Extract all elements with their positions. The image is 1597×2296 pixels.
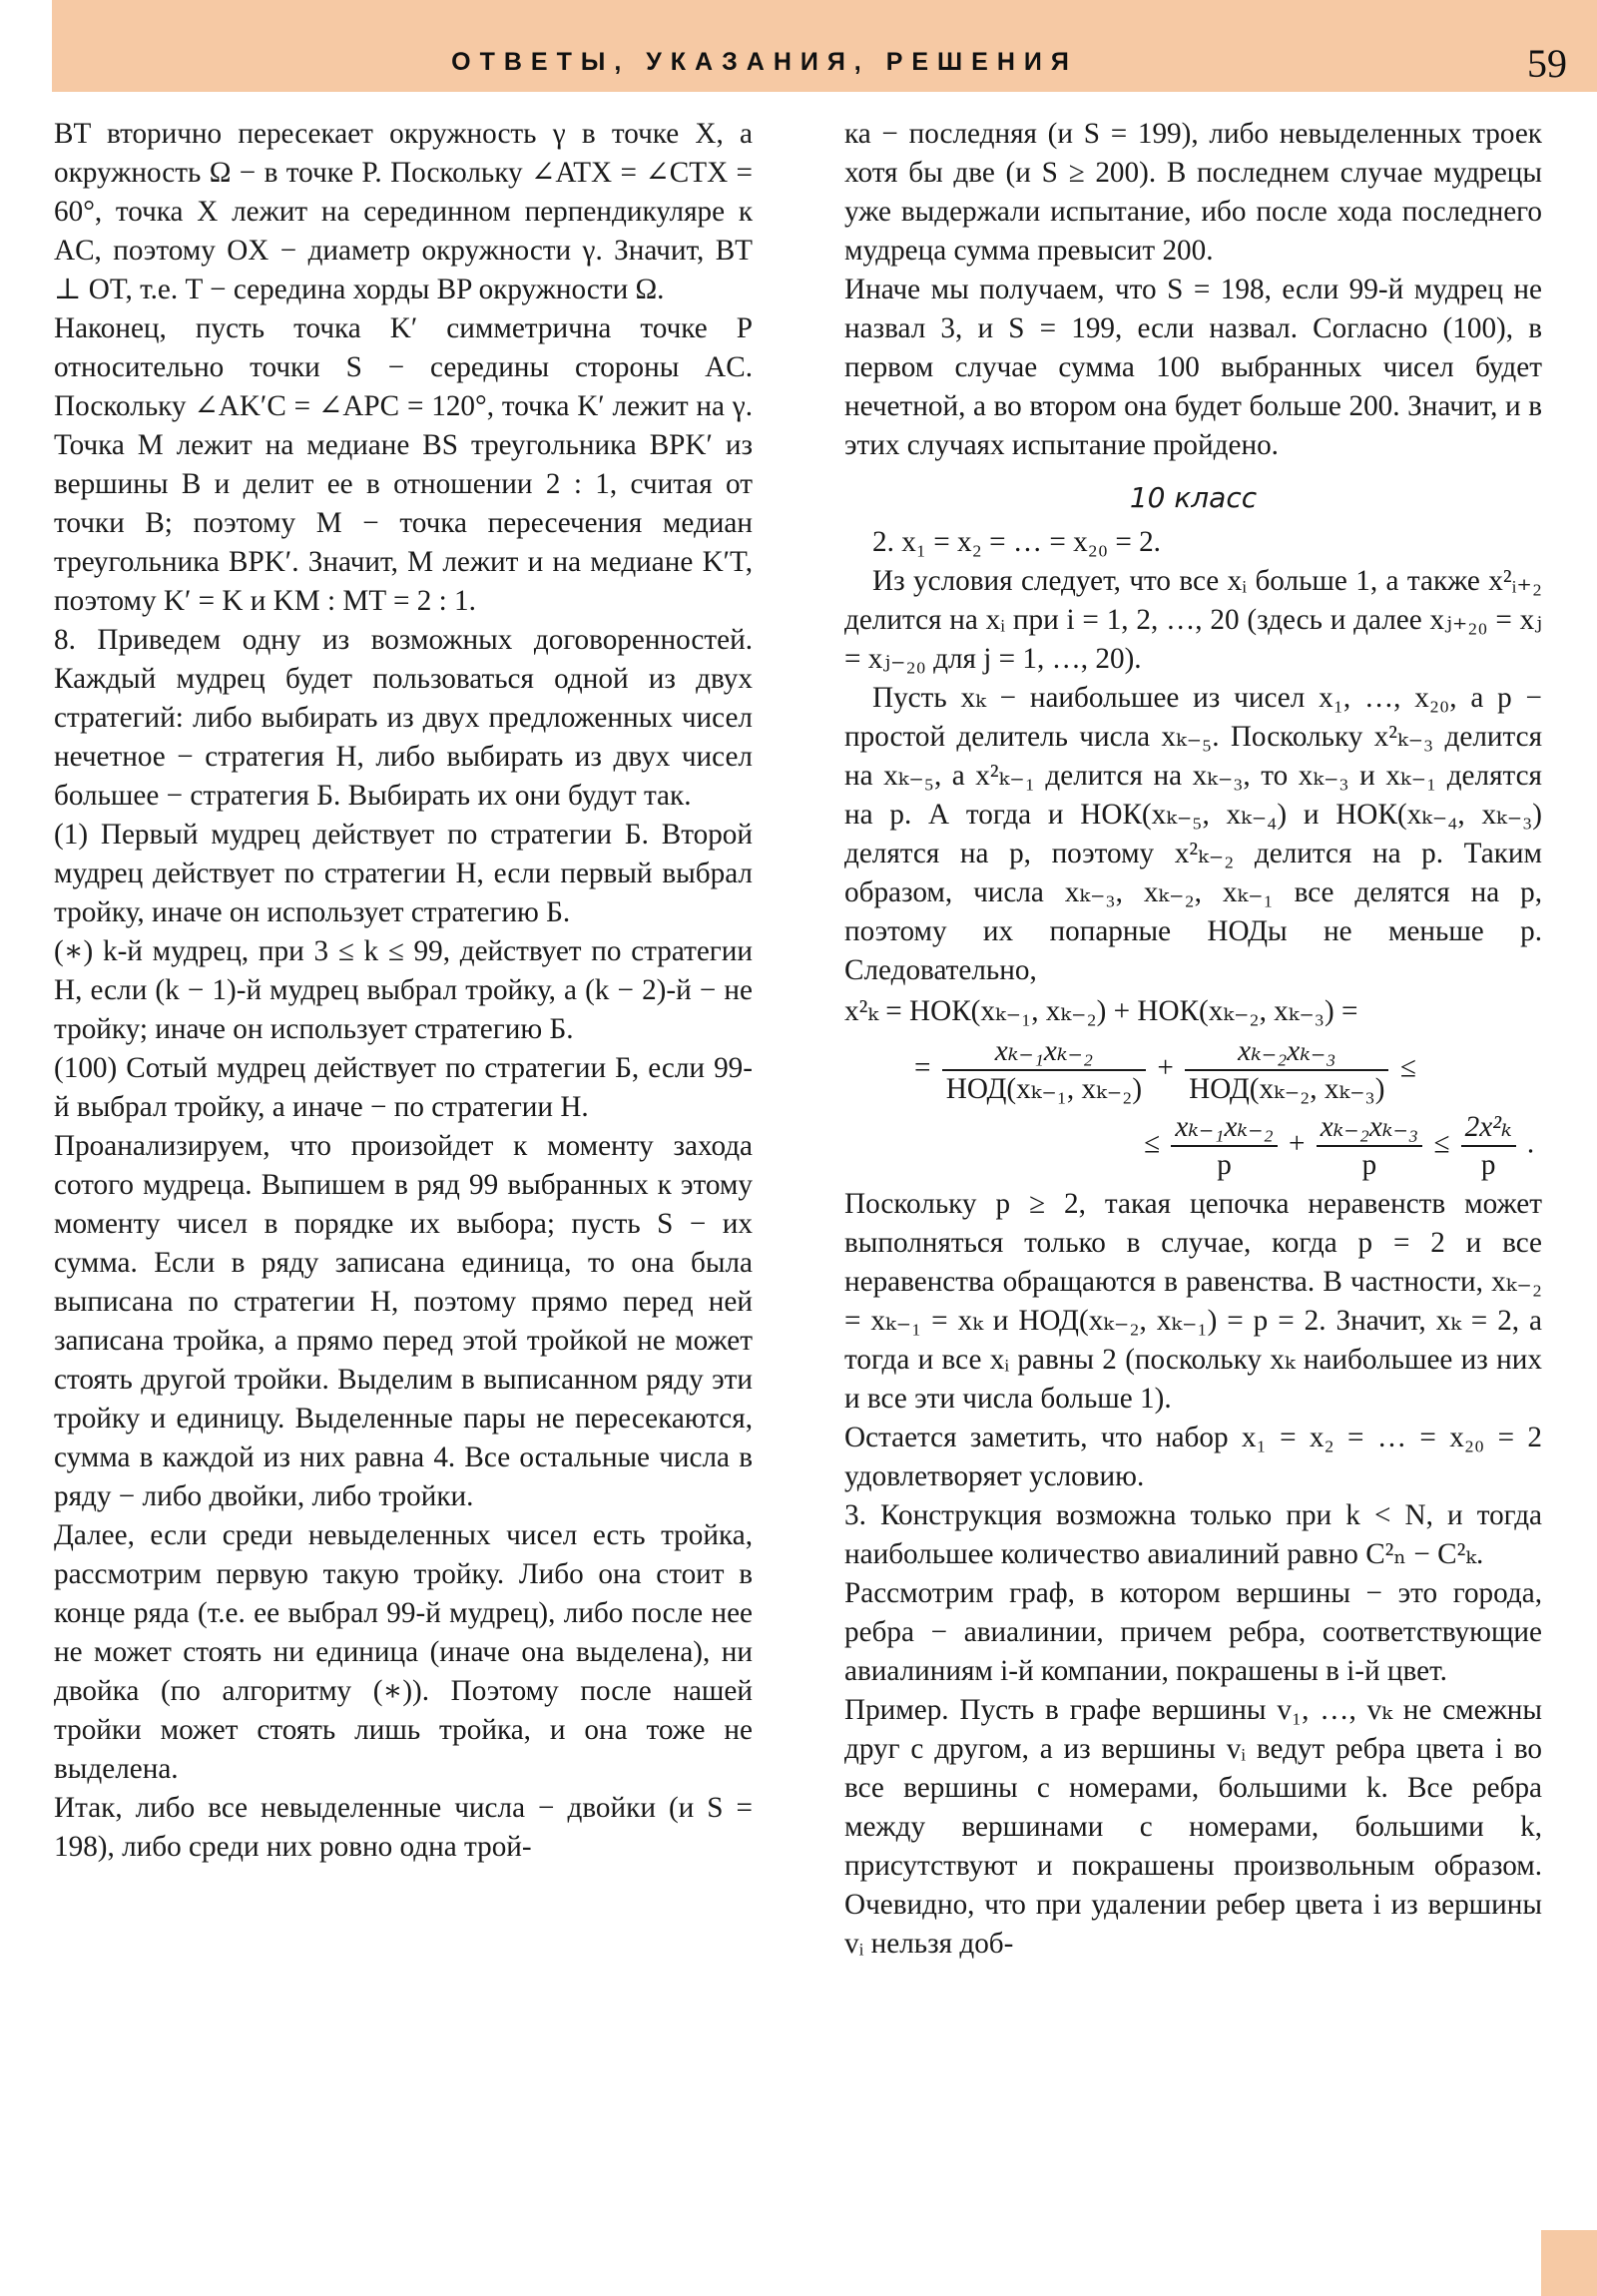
eq-sign: + (1288, 1127, 1306, 1160)
fraction-numerator: xₖ₋₁xₖ₋₂ (1171, 1109, 1277, 1147)
paragraph: Пример. Пусть в графе вершины v₁, …, vₖ не смежны друг с другом, а из вершины vᵢ ведут ребра цвета i во все вершины с номерами, большими k. Все ребра между вершинами с номерами, большими k, присутствуют и покрашены произвольным образом. Очевидно, что при удалении ребер цвета i из вершины vᵢ нельзя доб- (844, 1694, 1542, 1960)
fraction-numerator: 2x²ₖ (1461, 1109, 1516, 1147)
paragraph: BT вторично пересекает окружность γ в точке X, а окружность Ω − в точке P. Поскольку ∠ATX = ∠CTX = 60°, точка X лежит на серединном перпендикуляре к AC, поэтому OX − диаметр окружности γ. Значит, BT ⊥ OT, т.е. T − середина хорды BP окружности Ω. (54, 118, 753, 305)
running-header (52, 0, 1597, 92)
paragraph: (100) Сотый мудрец действует по стратегии Б, если 99-й выбрал тройку, а иначе − по стратегии Н. (54, 1052, 753, 1123)
fraction-numerator: xₖ₋₁xₖ₋₂ (942, 1033, 1146, 1071)
corner-tab (1541, 2230, 1597, 2296)
right-column (844, 115, 1542, 1964)
paragraph: Рассмотрим граф, в котором вершины − это города, ребра − авиалинии, причем ребра, соответствующие авиалиниям i-й компании, покрашены в i-й цвет. (844, 1577, 1542, 1687)
header-title: ОТВЕТЫ, УКАЗАНИЯ, РЕШЕНИЯ (451, 48, 1078, 76)
paragraph: ка − последняя (и S = 199), либо невыделенных троек хотя бы две (и S ≥ 200). В последнем случае мудрецы уже выдержали испытание, ибо после хода последнего мудреца сумма превысит 200. (844, 118, 1542, 267)
page-number: 59 (1527, 41, 1567, 86)
eq-sign: = (914, 1051, 931, 1084)
left-column (54, 115, 753, 1867)
fraction-denominator: p (1480, 1149, 1496, 1181)
fraction-denominator: p (1217, 1149, 1232, 1181)
paragraph: Далее, если среди невыделенных чисел есть тройка, рассмотрим первую такую тройку. Либо она стоит в конце ряда (т.е. ее выбрал 99-й мудрец), либо после нее не может стоять ни единица (иначе она выделена), ни двойка (по алгоритму (∗)). Поэтому после нашей тройки может стоять лишь тройка, и она тоже не выделена. (54, 1519, 753, 1785)
paragraph: Остается заметить, что набор x₁ = x₂ = … = x₂₀ = 2 удовлетворяет условию. (844, 1422, 1542, 1492)
fraction-numerator: xₖ₋₂xₖ₋₃ (1185, 1033, 1388, 1071)
eq-sign: ≤ (1433, 1127, 1450, 1160)
equation-line-3 (844, 1109, 1542, 1183)
equation-line-1: x²ₖ = НОК(xₖ₋₁, xₖ₋₂) + НОК(xₖ₋₂, xₖ₋₃) = (844, 995, 1358, 1027)
section-heading: 10 класс (1129, 481, 1258, 514)
paragraph: (∗) k-й мудрец, при 3 ≤ k ≤ 99, действует по стратегии Н, если (k − 1)-й мудрец выбрал тройку, а (k − 2)-й − не тройку; иначе он использует стратегию Б. (54, 935, 753, 1045)
eq-sign: . (1526, 1127, 1535, 1160)
equation-line-2 (844, 1033, 1542, 1107)
paragraph: Из условия следует, что все xᵢ больше 1, а также x²ᵢ₊₂ делится на xᵢ при i = 1, 2, …, 20 (здесь и далее xⱼ₊₂₀ = xⱼ = xⱼ₋₂₀ для j = 1, …, 20). (844, 565, 1542, 675)
paragraph: (1) Первый мудрец действует по стратегии Б. Второй мудрец действует по стратегии Н, если первый выбрал тройку, иначе он использует стратегию Б. (54, 819, 753, 928)
paragraph: 8. Приведем одну из возможных договоренностей. Каждый мудрец будет пользоваться одной из двух стратегий: либо выбирать из двух предложенных чисел нечетное − стратегия Н, либо выбирать из двух чисел большее − стратегия Б. Выбирать их они будут так. (54, 624, 753, 812)
paragraph: Наконец, пусть точка K′ симметрична точке P относительно точки S − середины стороны AC. Поскольку ∠AK′C = ∠APC = 120°, точка K′ лежит на γ. Точка M лежит на медиане BS треугольника BPK′ из вершины B и делит ее в отношении 2 : 1, считая от точки B; поэтому M − точка пересечения медиан треугольника BPK′. Значит, M лежит и на медиане K′T, поэтому K′ = K и KM : MT = 2 : 1. (54, 312, 753, 617)
fraction (1317, 1109, 1422, 1183)
paragraph: Итак, либо все невыделенные числа − двойки (и S = 198), либо среди них ровно одна трой- (54, 1792, 753, 1863)
fraction-denominator: p (1361, 1149, 1377, 1181)
fraction (1461, 1109, 1516, 1183)
paragraph: Проанализируем, что произойдет к моменту захода сотого мудреца. Выпишем в ряд 99 выбранных к этому моменту чисел в порядке их выбора; пусть S − их сумма. Если в ряду записана единица, то она была выписана по стратегии Н, поэтому прямо перед ней записана тройка, а прямо перед этой тройкой не может стоять другой тройки. Выделим в выписанном ряду эти тройку и единицу. Выделенные пары не пересекаются, сумма в каждой из них равна 4. Все остальные числа в ряду − либо двойки, либо тройки. (54, 1130, 753, 1512)
fraction (1171, 1109, 1277, 1183)
fraction-denominator: НОД(xₖ₋₁, xₖ₋₂) (945, 1073, 1143, 1105)
fraction (1185, 1033, 1388, 1107)
fraction-denominator: НОД(xₖ₋₂, xₖ₋₃) (1189, 1073, 1385, 1105)
paragraph: Поскольку p ≥ 2, такая цепочка неравенств может выполняться только в случае, когда p = 2 и все неравенства обращаются в равенства. В частности, xₖ₋₂ = xₖ₋₁ = xₖ и НОД(xₖ₋₂, xₖ₋₁) = p = 2. Значит, xₖ = 2, а тогда и все xᵢ равны 2 (поскольку xₖ наибольшее из них и все эти числа больше 1). (844, 1188, 1542, 1415)
fraction-numerator: xₖ₋₂xₖ₋₃ (1317, 1109, 1422, 1147)
paragraph: 2. x₁ = x₂ = … = x₂₀ = 2. (872, 526, 1161, 558)
eq-sign: ≤ (1144, 1127, 1161, 1160)
fraction (942, 1033, 1146, 1107)
paragraph: Иначе мы получаем, что S = 198, если 99-й мудрец не назвал 3, и S = 199, если назвал. Согласно (100), в первом случае сумма 100 выбранных чисел будет нечетной, а во втором она будет больше 200. Значит, и в этих случаях испытание пройдено. (844, 274, 1542, 461)
paragraph: Пусть xₖ − наибольшее из чисел x₁, …, x₂₀, а p − простой делитель числа xₖ₋₅. Поскольку x²ₖ₋₃ делится на xₖ₋₅, а x²ₖ₋₁ делится на xₖ₋₃, то xₖ₋₃ и xₖ₋₁ делятся на p. А тогда и НОК(xₖ₋₅, xₖ₋₄) и НОК(xₖ₋₄, xₖ₋₃) делятся на p, поэтому x²ₖ₋₂ делится на p. Таким образом, числа xₖ₋₃, xₖ₋₂, xₖ₋₁ все делятся на p, поэтому их попарные НОДы не меньше p. Следовательно, (844, 682, 1542, 986)
eq-sign: ≤ (1399, 1051, 1416, 1084)
paragraph: 3. Конструкция возможна только при k < N, и тогда наибольшее количество авиалиний равно C²ₙ − C²ₖ. (844, 1499, 1542, 1570)
eq-sign: + (1157, 1051, 1174, 1084)
